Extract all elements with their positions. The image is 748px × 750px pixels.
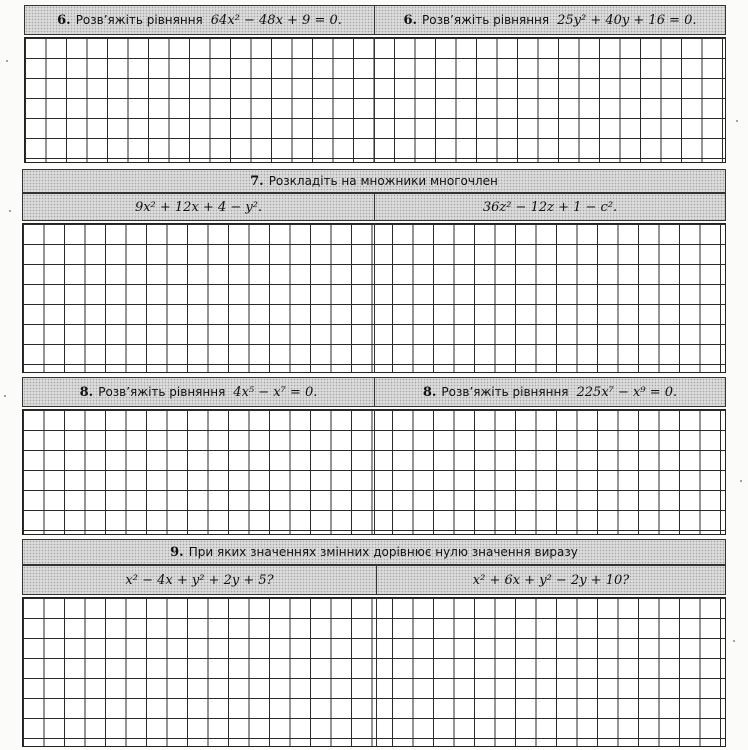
- task-number: 8.: [79, 384, 94, 400]
- task-number: 6.: [403, 12, 418, 28]
- task-9-answer-grid[interactable]: [22, 597, 726, 747]
- scan-speck: [736, 120, 738, 122]
- task-instruction: Розв’яжіть рівняння: [441, 385, 569, 399]
- task-6-left-header: [24, 5, 375, 35]
- task-number: 6.: [57, 12, 71, 28]
- task-instruction: Розв’яжіть рівняння: [422, 13, 550, 27]
- task-6-answer-grid[interactable]: [24, 37, 726, 163]
- task-instruction: Розв’яжіть рівняння: [98, 385, 226, 399]
- scan-speck: [740, 480, 742, 482]
- grid-divider: [374, 409, 375, 535]
- task-equation: 4x⁵ − x⁷ = 0.: [233, 384, 318, 400]
- grid-divider: [374, 223, 375, 373]
- task-8-right-header: [374, 377, 726, 407]
- task-7-left-expression: [22, 193, 375, 221]
- grid-divider: [376, 597, 377, 747]
- task-instruction: При яких значеннях змінних дорівнює нулю значення виразу: [188, 545, 578, 559]
- task-polynomial: 9x² + 12x + 4 − y².: [134, 199, 263, 215]
- task-9-right-expression: [376, 565, 726, 595]
- task-equation: 25y² + 40y + 16 = 0.: [557, 12, 697, 28]
- task-instruction: Розкладіть на множники многочлен: [268, 174, 498, 188]
- task-6-right-header: [374, 5, 726, 35]
- task-number: 9.: [170, 544, 184, 560]
- task-number: 8.: [422, 384, 437, 400]
- task-equation: 64x² − 48x + 9 = 0.: [210, 12, 342, 28]
- scan-speck: [9, 210, 11, 212]
- scan-speck: [6, 60, 8, 62]
- scan-speck: [733, 640, 735, 642]
- task-9-header: [22, 539, 726, 565]
- task-9-left-expression: [22, 565, 377, 595]
- task-instruction: Розв’яжіть рівняння: [75, 13, 203, 27]
- task-expression: x² + 6x + y² − 2y + 10?: [472, 572, 630, 588]
- task-7-right-expression: [374, 193, 726, 221]
- task-equation: 225x⁷ − x⁹ = 0.: [576, 384, 678, 400]
- task-polynomial: 36z² − 12z + 1 − c².: [482, 199, 618, 215]
- scan-speck: [4, 395, 6, 397]
- task-7-header: [22, 169, 726, 193]
- grid-divider: [374, 37, 375, 163]
- task-number: 7.: [250, 173, 264, 189]
- task-expression: x² − 4x + y² + 2y + 5?: [125, 572, 274, 588]
- task-8-left-header: [22, 377, 375, 407]
